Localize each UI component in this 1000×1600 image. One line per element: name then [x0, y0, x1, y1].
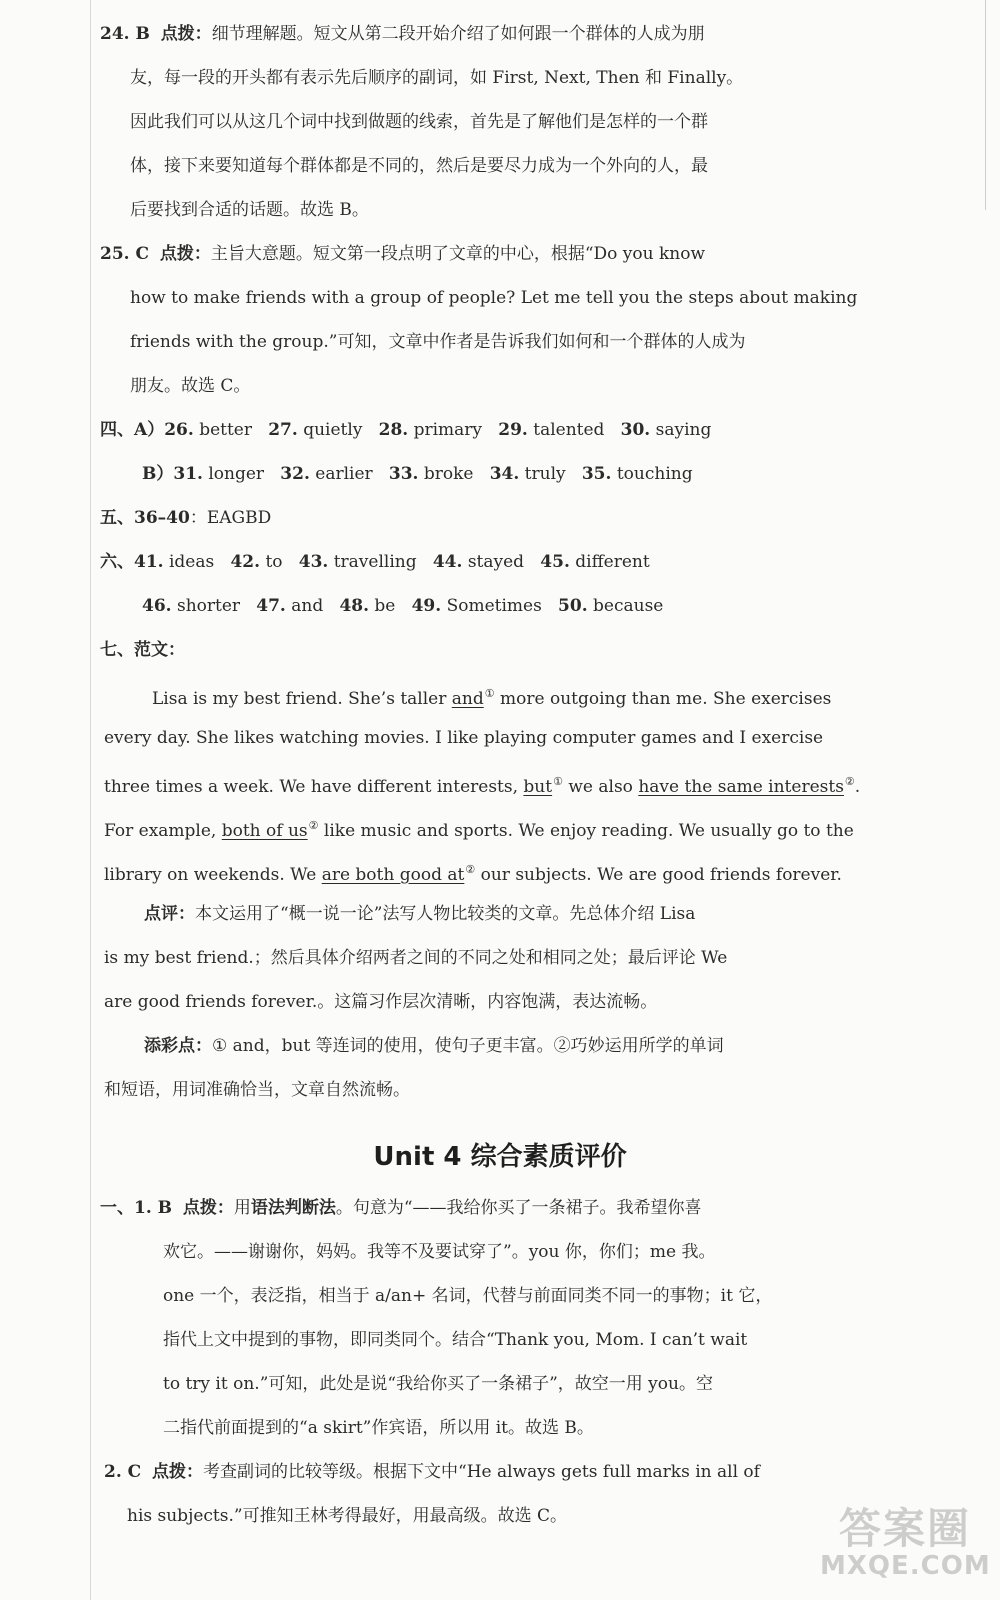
sec5-row: 五、36–40：EAGBD [100, 508, 272, 528]
q24-line-2: 友，每一段的开头都有表示先后顺序的副词，如 First, Next, Then 和 Finally。 [130, 68, 744, 88]
q24-tag: 点拨： [160, 24, 212, 44]
watermark-logo [820, 1506, 990, 1580]
u1-line-6: 二指代前面提到的“a skirt”作宾语，所以用 it。故选 B。 [163, 1418, 594, 1438]
u1-line-3: one 一个，表泛指，相当于 a/an+ 名词，代替与前面同类不同一的事物；it 它， [163, 1286, 773, 1306]
review-line-2: is my best friend.；然后具体介绍两者之间的不同之处和相同之处；最后评论 We [104, 948, 728, 968]
q25-line-1: 25. C 点拨：主旨大意题。短文第一段点明了文章的中心，根据“Do you know [100, 244, 706, 264]
highlight-tag: 添彩点： [144, 1036, 212, 1056]
sec4-label-b: B） [142, 464, 174, 484]
u1-number: 一、1. B [100, 1198, 173, 1218]
sec4-row-b: B）31. longer 32. earlier 33. broke 34. truly 35. touching [142, 464, 693, 484]
unit-title: Unit 4 综合素质评价 [373, 1142, 627, 1172]
q25-line-2: how to make friends with a group of people? Let me tell you the steps about making [130, 288, 858, 308]
u2-tag: 点拨： [152, 1462, 204, 1482]
u1-line-1: 一、1. B 点拨：用语法判断法。句意为“——我给你买了一条裙子。我希望你喜 [100, 1198, 702, 1218]
q25-number: 25. C [100, 244, 150, 264]
q25-tag: 点拨： [159, 244, 211, 264]
q24-line-5: 后要找到合适的话题。故选 B。 [130, 200, 369, 220]
u1-line-2: 欢它。——谢谢你，妈妈。我等不及要试穿了”。you 你，你们；me 我。 [163, 1242, 716, 1262]
watermark-bottom: MXQE.COM [820, 1551, 991, 1581]
u2-line-1: 2. C 点拨：考查副词的比较等级。根据下文中“He always gets full marks in all of [104, 1462, 760, 1482]
u1-method: 语法判断法 [250, 1198, 336, 1218]
watermark-top: 答案圈 [838, 1504, 971, 1553]
sec6-label: 六、 [100, 552, 134, 572]
sec4-label: 四、A） [100, 420, 165, 440]
q25-line-3: friends with the group.”可知，文章中作者是告诉我们如何和一个群体的人成为 [130, 332, 746, 352]
u2-number: 2. C [104, 1462, 142, 1482]
highlight-line-1: 添彩点：① and，but 等连词的使用，使句子更丰富。②巧妙运用所学的单词 [144, 1036, 724, 1056]
q24-line-4: 体，接下来要知道每个群体都是不同的，然后是要尽力成为一个外向的人，最 [130, 156, 708, 176]
essay-line-3: three times a week. We have different interests, but① we also have the same interests②. [104, 775, 861, 797]
review-line-1: 点评：本文运用了“概一说一论”法写人物比较类的文章。先总体介绍 Lisa [144, 904, 696, 924]
q24-line-3: 因此我们可以从这几个词中找到做题的线索，首先是了解他们是怎样的一个群 [130, 112, 708, 132]
review-tag: 点评： [144, 904, 195, 924]
q24-line-1: 24. B 点拨：细节理解题。短文从第二段开始介绍了如何跟一个群体的人成为朋 [100, 24, 705, 44]
sec7-label: 七、范文： [100, 640, 185, 660]
margin-rule-right [985, 0, 986, 210]
sec6-row-2: 46. shorter 47. and 48. be 49. Sometimes 50. because [142, 596, 664, 616]
sec6-row-1: 六、41. ideas 42. to 43. travelling 44. stayed 45. different [100, 552, 650, 572]
essay-line-2: every day. She likes watching movies. I like playing computer games and I exercise [104, 728, 824, 748]
q25-line-4: 朋友。故选 C。 [130, 376, 251, 396]
u1-line-4: 指代上文中提到的事物，即同类同个。结合“Thank you, Mom. I can’t wait [163, 1330, 748, 1350]
u2-line-2: his subjects.”可推知王林考得最好，用最高级。故选 C。 [127, 1506, 567, 1526]
highlight-line-2: 和短语，用词准确恰当，文章自然流畅。 [104, 1080, 410, 1100]
u1-tag: 点拨： [182, 1198, 234, 1218]
review-line-3: are good friends forever.。这篇习作层次清晰，内容饱满，表达流畅。 [104, 992, 658, 1012]
q24-number: 24. B [100, 24, 150, 44]
margin-rule-left [90, 0, 91, 1600]
u1-line-5: to try it on.”可知，此处是说“我给你买了一条裙子”，故空一用 you。空 [163, 1374, 713, 1394]
essay-line-5: library on weekends. We are both good at② our subjects. We are good friends forever. [104, 863, 842, 885]
essay-line-4: For example, both of us② like music and sports. We enjoy reading. We usually go to the [104, 819, 854, 841]
essay-line-1: Lisa is my best friend. She’s taller and① more outgoing than me. She exercises [152, 687, 832, 709]
sec5-label: 五、 [100, 508, 134, 528]
sec4-row-a: 四、A）26. better 27. quietly 28. primary 29. talented 30. saying [100, 420, 712, 440]
